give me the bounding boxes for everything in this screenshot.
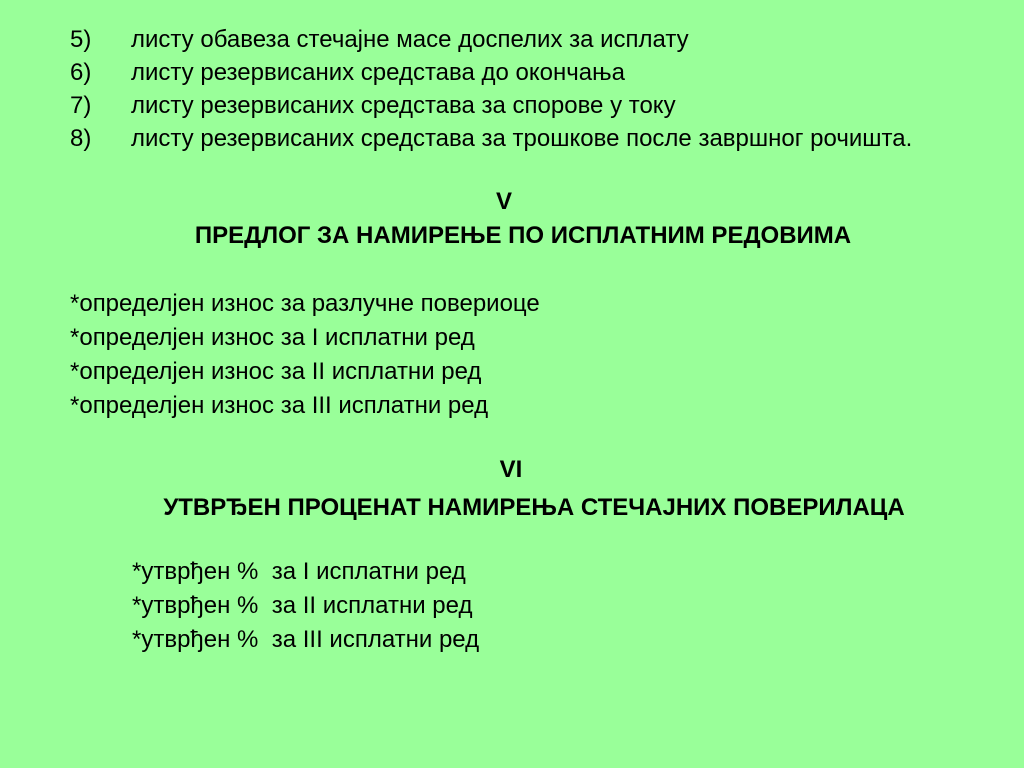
list-item: *определјен износ за II исплатни ред: [70, 358, 482, 385]
list-item: *утврђен % за II исплатни ред: [132, 592, 473, 619]
list-item: *утврђен % за III исплатни ред: [132, 626, 480, 653]
list-item-number: 8): [70, 125, 92, 152]
list-item-text: листу обавеза стечајне масе доспелих за исплату: [131, 26, 689, 53]
list-item-text: листу резервисаних средстава за спорове у току: [131, 92, 676, 119]
section-vi-roman-numeral: VI: [499, 456, 523, 483]
list-item-number: 6): [70, 59, 92, 86]
section-vi-list: [132, 555, 479, 657]
section-v-title: ПРЕДЛОГ ЗА НАМИРЕЊЕ ПО ИСПЛАТНИМ РЕДОВИМА: [194, 222, 852, 249]
list-item: *определјен износ за I исплатни ред: [70, 324, 475, 351]
list-item-number: 7): [70, 92, 92, 119]
list-item: *утврђен % за I исплатни ред: [132, 558, 466, 585]
list-item-text: листу резервисаних средстава до окончања: [131, 59, 625, 86]
list-item: [70, 24, 970, 56]
list-item-number: 5): [70, 26, 92, 53]
section-vi-title: УТВРЂЕН ПРОЦЕНАТ НАМИРЕЊА СТЕЧАЈНИХ ПОВЕРИЛАЦА: [163, 494, 905, 521]
section-v-list: [70, 287, 540, 423]
list-item: [70, 90, 970, 122]
numbered-list: [70, 24, 970, 156]
list-item: [70, 57, 970, 89]
section-v-roman-numeral: V: [495, 188, 512, 215]
list-item-text: листу резервисаних средстава за трошкове после завршног рочишта.: [131, 125, 913, 152]
list-item: *определјен износ за разлучне повериоце: [70, 290, 540, 317]
list-item: *определјен износ за III исплатни ред: [70, 392, 489, 419]
list-item: [70, 123, 970, 155]
